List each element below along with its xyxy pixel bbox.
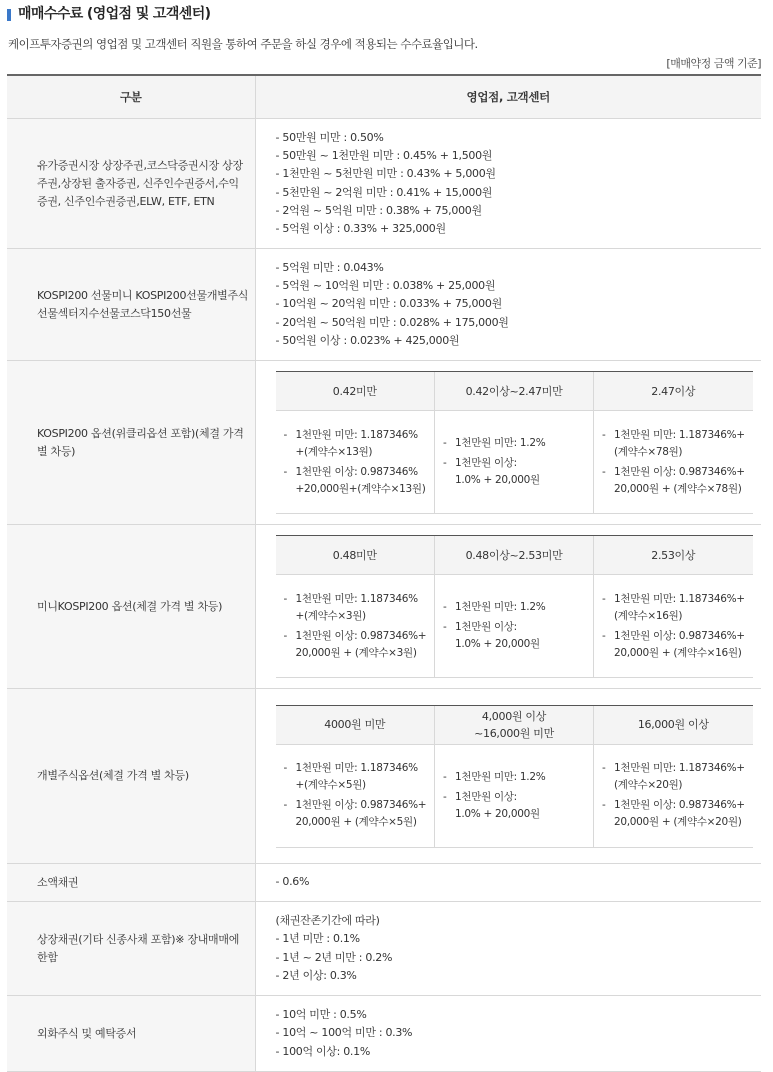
rate-item bbox=[284, 797, 429, 831]
tier-value-row bbox=[276, 744, 753, 847]
fee-table bbox=[7, 74, 761, 1072]
tier-header bbox=[435, 536, 594, 575]
tier-header-row bbox=[276, 536, 753, 575]
rate-item-line: +(계약수×3원) bbox=[295, 609, 366, 622]
text-line: - 10억원 ~ 20억원 미만 : 0.033% + 75,000원 bbox=[275, 297, 502, 311]
rate-cell bbox=[255, 996, 761, 1072]
tier-header-line: 2.47이상 bbox=[651, 384, 696, 398]
table-row bbox=[7, 902, 761, 996]
dash-bullet: - bbox=[283, 762, 287, 774]
nested-rate-cell bbox=[255, 689, 761, 864]
tier-header-line: 0.42이상~2.47미만 bbox=[465, 384, 563, 398]
rate-item-line: 1천만원 이상: 0.987346%+ bbox=[295, 799, 427, 811]
rate-item bbox=[443, 599, 587, 616]
rate-item-line: 1천만원 이상: 0.987346%+ bbox=[614, 799, 745, 811]
text-line: 상장된 출자증권, 신주인수권증서, bbox=[60, 176, 219, 190]
tier-cell bbox=[594, 575, 753, 678]
tier-cell bbox=[276, 744, 435, 847]
tier-header-line: 0.42미만 bbox=[332, 384, 377, 398]
rate-item-line: +20,000원+(계약수×13원) bbox=[295, 482, 426, 495]
rate-item-line: 1천만원 미만: 1.2% bbox=[455, 601, 546, 613]
text-line: (체결 가격 별 차등) bbox=[98, 769, 189, 782]
text-line: (체결 가격 별 차등) bbox=[132, 599, 223, 613]
rate-item-line: 1.0% + 20,000원 bbox=[455, 474, 540, 486]
dash-bullet: - bbox=[602, 799, 606, 811]
rate-item-line: 1.0% + 20,000원 bbox=[455, 638, 540, 650]
dash-bullet: - bbox=[443, 621, 447, 633]
text-line: - 0.6% bbox=[275, 875, 310, 889]
rate-item bbox=[443, 769, 587, 786]
rate-item-line: 1천만원 이상: 0.987346%+ bbox=[614, 629, 745, 642]
text-line: - 50만원 미만 : 0.50% bbox=[275, 130, 384, 144]
tier-header bbox=[594, 705, 753, 744]
text-line: 유가증권시장 상장주권, bbox=[37, 158, 147, 172]
text-line: - 1천만원 ~ 5천만원 미만 : 0.43% + 5,000원 bbox=[275, 167, 496, 181]
tier-cell bbox=[594, 744, 753, 847]
rate-item-line: 1천만원 미만: 1.2% bbox=[455, 437, 546, 449]
table-row bbox=[7, 996, 761, 1072]
table-row bbox=[7, 119, 761, 249]
text-line: - 50만원 ~ 1천만원 미만 : 0.45% + 1,500원 bbox=[275, 149, 493, 163]
text-line: - 5억원 ~ 10억원 미만 : 0.038% + 25,000원 bbox=[275, 279, 496, 293]
rate-item-line: 1천만원 미만: 1.187346%+ bbox=[614, 428, 745, 441]
tier-header-line: 4,000원 이상 bbox=[481, 709, 547, 723]
tier-header-row bbox=[276, 372, 753, 411]
tier-header-row bbox=[276, 705, 753, 744]
rate-item bbox=[284, 760, 429, 794]
price-tier-table bbox=[276, 705, 753, 848]
tier-header-line: ~16,000원 미만 bbox=[474, 726, 554, 740]
rate-item-line: 1천만원 미만: 1.187346% bbox=[295, 762, 418, 774]
text-line: - 1년 미만 : 0.1% bbox=[275, 932, 360, 946]
text-line: 상장채권(기타 신종사채 포함) bbox=[37, 932, 176, 946]
text-line: (채권잔존기간에 따라) bbox=[275, 914, 380, 928]
text-line: 수익증권, 신주인수권증권, bbox=[37, 176, 239, 208]
rate-item bbox=[284, 628, 429, 662]
text-line: - 100억 이상: 0.1% bbox=[275, 1044, 370, 1058]
rate-item-line: 1천만원 미만: 1.187346% bbox=[295, 592, 418, 605]
tier-header bbox=[435, 705, 594, 744]
rate-item bbox=[602, 628, 747, 662]
dash-bullet: - bbox=[602, 762, 606, 774]
rate-item-line: 1천만원 이상: 0.987346%+ bbox=[614, 465, 745, 478]
tier-cell bbox=[435, 744, 594, 847]
rate-item bbox=[443, 435, 587, 452]
text-line: 개별주식옵션 bbox=[37, 769, 99, 782]
text-line: 소액채권 bbox=[37, 875, 79, 889]
text-line: 미니KOSPI200 옵션 bbox=[37, 599, 133, 613]
tier-header bbox=[594, 536, 753, 575]
text-line: - 2년 이상: 0.3% bbox=[275, 968, 357, 982]
rate-item-line: 1천만원 이상: 0.987346%+ bbox=[295, 629, 427, 642]
dash-bullet: - bbox=[443, 770, 447, 783]
text-line: - 5억원 미만 : 0.043% bbox=[275, 260, 384, 274]
text-line: (위클리옵션 포함) bbox=[111, 426, 196, 440]
tier-header-line: 0.48이상~2.53미만 bbox=[465, 548, 563, 562]
text-line: - 10억 미만 : 0.5% bbox=[275, 1008, 367, 1022]
dash-bullet: - bbox=[602, 592, 606, 605]
text-line: 코스닥증권시장 상장 주권, bbox=[37, 158, 243, 190]
tier-header bbox=[594, 372, 753, 411]
rate-item bbox=[443, 619, 587, 653]
tier-header-line: 16,000원 이상 bbox=[637, 718, 709, 731]
text-line: KOSPI200 옵션 bbox=[37, 426, 112, 440]
text-line: 미니 KOSPI200선물 bbox=[111, 288, 207, 302]
tier-header bbox=[276, 536, 435, 575]
rate-item bbox=[284, 464, 429, 498]
text-line: ELW, ETF, ETN bbox=[139, 194, 215, 208]
price-tier-table bbox=[276, 535, 753, 678]
rate-item-line: 1천만원 미만: 1.187346% bbox=[295, 428, 418, 441]
text-line: 섹터지수선물 bbox=[57, 306, 120, 320]
page-description: 케이프투자증권의 영업점 및 고객센터 직원을 통하여 주문을 하실 경우에 적용되는 수수료율입니다. bbox=[8, 37, 478, 51]
text-line: - 1년 ~ 2년 미만 : 0.2% bbox=[275, 950, 393, 964]
rate-item bbox=[284, 591, 429, 625]
text-line: KOSPI200 선물 bbox=[37, 288, 112, 302]
rate-item-line: +(계약수×5원) bbox=[295, 779, 366, 791]
tier-header-line: 0.48미만 bbox=[332, 548, 377, 562]
rate-cell bbox=[255, 864, 761, 902]
tier-header bbox=[276, 705, 435, 744]
rate-item bbox=[602, 760, 747, 794]
rate-item-line: 1천만원 미만: 1.2% bbox=[455, 770, 546, 783]
dash-bullet: - bbox=[443, 601, 447, 613]
rate-item-line: 1.0% + 20,000원 bbox=[455, 807, 540, 820]
tier-cell bbox=[594, 411, 753, 514]
rate-item bbox=[602, 591, 747, 625]
rate-item-line: (계약수×78원) bbox=[614, 445, 683, 458]
rate-cell bbox=[255, 119, 761, 249]
section-header bbox=[0, 0, 773, 26]
text-line: - 50억원 이상 : 0.023% + 425,000원 bbox=[275, 333, 460, 347]
text-line: - 20억원 ~ 50억원 미만 : 0.028% + 175,000원 bbox=[275, 315, 509, 329]
header-category: 구분 bbox=[7, 75, 255, 119]
category-cell bbox=[7, 361, 255, 525]
dash-bullet: - bbox=[283, 592, 287, 605]
rate-item bbox=[284, 427, 429, 461]
rate-item-line: 1천만원 미만: 1.187346%+ bbox=[614, 762, 745, 774]
text-line: (체결 가격 별 차등) bbox=[37, 426, 244, 458]
table-row bbox=[7, 689, 761, 864]
dash-bullet: - bbox=[443, 790, 447, 803]
nested-rate-cell bbox=[255, 525, 761, 689]
tier-header bbox=[435, 372, 594, 411]
table-row bbox=[7, 864, 761, 902]
rate-item-line: 1천만원 이상: bbox=[455, 457, 517, 469]
rate-item-line: 1천만원 이상: bbox=[455, 621, 517, 633]
table-row bbox=[7, 249, 761, 361]
category-cell bbox=[7, 249, 255, 361]
dash-bullet: - bbox=[443, 457, 447, 469]
rate-item-line: 1천만원 이상: 0.987346% bbox=[295, 465, 418, 478]
text-line: 외화주식 및 예탁증서 bbox=[37, 1026, 137, 1040]
rate-item-line: 20,000원 + (계약수×3원) bbox=[295, 646, 417, 659]
category-cell bbox=[7, 119, 255, 249]
rate-cell bbox=[255, 902, 761, 996]
nested-rate-cell bbox=[255, 361, 761, 525]
text-line: ※ 장내매매에 한함 bbox=[37, 932, 240, 964]
dash-bullet: - bbox=[602, 428, 606, 441]
dash-bullet: - bbox=[602, 465, 606, 478]
category-cell bbox=[7, 996, 255, 1072]
rate-item-line: 1천만원 미만: 1.187346%+ bbox=[614, 592, 745, 605]
tier-cell bbox=[435, 575, 594, 678]
header-rate: 영업점, 고객센터 bbox=[255, 75, 761, 119]
price-tier-table bbox=[276, 371, 753, 514]
text-line: - 5천만원 ~ 2억원 미만 : 0.41% + 15,000원 bbox=[275, 185, 493, 199]
tier-header bbox=[276, 372, 435, 411]
rate-item-line: (계약수×16원) bbox=[614, 609, 683, 622]
table-row bbox=[7, 525, 761, 689]
text-line: - 10억 ~ 100억 미만 : 0.3% bbox=[275, 1026, 413, 1040]
tier-value-row bbox=[276, 575, 753, 678]
rate-cell bbox=[255, 249, 761, 361]
rate-item-line: 20,000원 + (계약수×5원) bbox=[295, 816, 417, 828]
tier-header-line: 2.53이상 bbox=[651, 548, 696, 562]
rate-item-line: 20,000원 + (계약수×16원) bbox=[614, 646, 742, 659]
category-cell bbox=[7, 864, 255, 902]
rate-item bbox=[602, 427, 747, 461]
rate-item bbox=[443, 789, 587, 823]
dash-bullet: - bbox=[283, 629, 287, 642]
tier-cell bbox=[435, 411, 594, 514]
tier-cell bbox=[276, 575, 435, 678]
dash-bullet: - bbox=[602, 629, 606, 642]
tier-header-line: 4000원 미만 bbox=[324, 718, 386, 731]
text-line: 코스닥150선물 bbox=[119, 306, 192, 320]
title-accent-bar bbox=[7, 9, 11, 21]
rate-item-line: (계약수×20원) bbox=[614, 779, 683, 791]
table-row bbox=[7, 361, 761, 525]
dash-bullet: - bbox=[443, 437, 447, 449]
text-line: - 2억원 ~ 5억원 미만 : 0.38% + 75,000원 bbox=[275, 203, 482, 217]
category-cell bbox=[7, 525, 255, 689]
dash-bullet: - bbox=[283, 428, 287, 441]
text-line: - 5억원 이상 : 0.33% + 325,000원 bbox=[275, 221, 446, 235]
rate-item bbox=[602, 464, 747, 498]
rate-item bbox=[602, 797, 747, 831]
dash-bullet: - bbox=[283, 799, 287, 811]
rate-item bbox=[443, 455, 587, 489]
table-header-row bbox=[7, 75, 761, 119]
category-cell bbox=[7, 902, 255, 996]
rate-item-line: +(계약수×13원) bbox=[295, 445, 373, 458]
rate-item-line: 20,000원 + (계약수×20원) bbox=[614, 816, 742, 828]
dash-bullet: - bbox=[283, 465, 287, 478]
page-title: 매매수수료 (영업점 및 고객센터) bbox=[18, 6, 211, 22]
rate-item-line: 20,000원 + (계약수×78원) bbox=[614, 482, 742, 495]
basis-note: [매매약정 금액 기준] bbox=[666, 57, 761, 70]
category-cell bbox=[7, 689, 255, 864]
tier-cell bbox=[276, 411, 435, 514]
tier-value-row bbox=[276, 411, 753, 514]
rate-item-line: 1천만원 이상: bbox=[455, 790, 517, 803]
text-line: 개별주식선물 bbox=[37, 288, 249, 320]
